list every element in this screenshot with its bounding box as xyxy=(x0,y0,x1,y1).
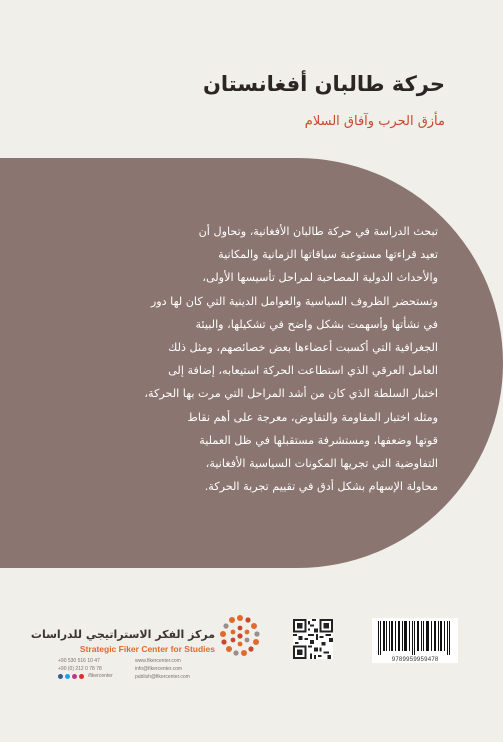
blurb-line: اختبار السلطة الذي كان من أشد المراحل التي مرت بها الحركة، xyxy=(144,387,438,401)
blurb-line: الجغرافية التي أكسبت أعضاءها بعض خصائصهم، ومثل ذلك xyxy=(168,341,438,355)
phone-number: +90 530 516 10 47 xyxy=(58,658,100,664)
blurb-line: العامل العرقي الذي استطاعت الحركة استيعابه، إضافة إلى xyxy=(168,364,438,378)
email-link: info@fikercenter.com xyxy=(135,666,183,672)
blurb-line: التفاوضية التي تجريها المكونات السياسية الأفغانية، xyxy=(205,457,438,471)
blurb-text xyxy=(48,220,438,498)
website-link: www.fikercenter.com xyxy=(135,658,181,664)
email-link: publish@fikercenter.com xyxy=(135,674,190,680)
blurb-line: قوتها وضعفها، ومستشرفة مستقبلها في ظل العملية xyxy=(199,433,438,447)
publisher-name-en: Strategic Fiker Center for Studies xyxy=(79,644,215,654)
instagram-icon xyxy=(72,674,77,679)
blurb-line: تبحث الدراسة في حركة طالبان الأفغانية، وتحاول أن xyxy=(198,225,438,238)
isbn-number: 9789959959478 xyxy=(372,656,458,663)
blurb-line: وتستحضر الظروف السياسية والعوامل الدينية التي كان لها دور xyxy=(150,294,438,308)
isbn-barcode xyxy=(372,618,458,660)
facebook-icon xyxy=(58,674,63,679)
blurb-line: ومثله اختبار المقاومة والتفاوض، معرجة على أهم نقاط xyxy=(187,410,438,424)
blurb-line: تعيد قراءتها مستوعبة سياقاتها الزمانية والمكانية xyxy=(218,248,438,262)
book-subtitle: مأزق الحرب وآفاق السلام xyxy=(304,114,445,129)
web-contacts xyxy=(135,657,190,681)
book-title: حركة طالبان أفغانستان xyxy=(202,72,445,96)
qr-code xyxy=(293,619,333,659)
phone-list xyxy=(58,657,102,673)
youtube-icon xyxy=(79,674,84,679)
social-links xyxy=(58,673,113,679)
blurb-line: في نشأتها وأسهمت بشكل واضح في تشكيلها، والبيئة xyxy=(195,317,438,331)
phone-number: +90 (0) 212 0 78 78 xyxy=(58,666,102,672)
blurb-line: والأحداث الدولية المصاحبة لمراحل تأسيسها الأولى، xyxy=(202,271,438,285)
publisher-name-ar: مركز الفكر الاستراتيجي للدراسات xyxy=(30,628,215,641)
blurb-line: محاولة الإسهام بشكل أدق في تقييم تجربة الحركة. xyxy=(204,480,438,494)
publisher-logo-icon xyxy=(216,612,264,660)
twitter-icon xyxy=(65,674,70,679)
social-handle: /fikercenter xyxy=(88,673,113,679)
